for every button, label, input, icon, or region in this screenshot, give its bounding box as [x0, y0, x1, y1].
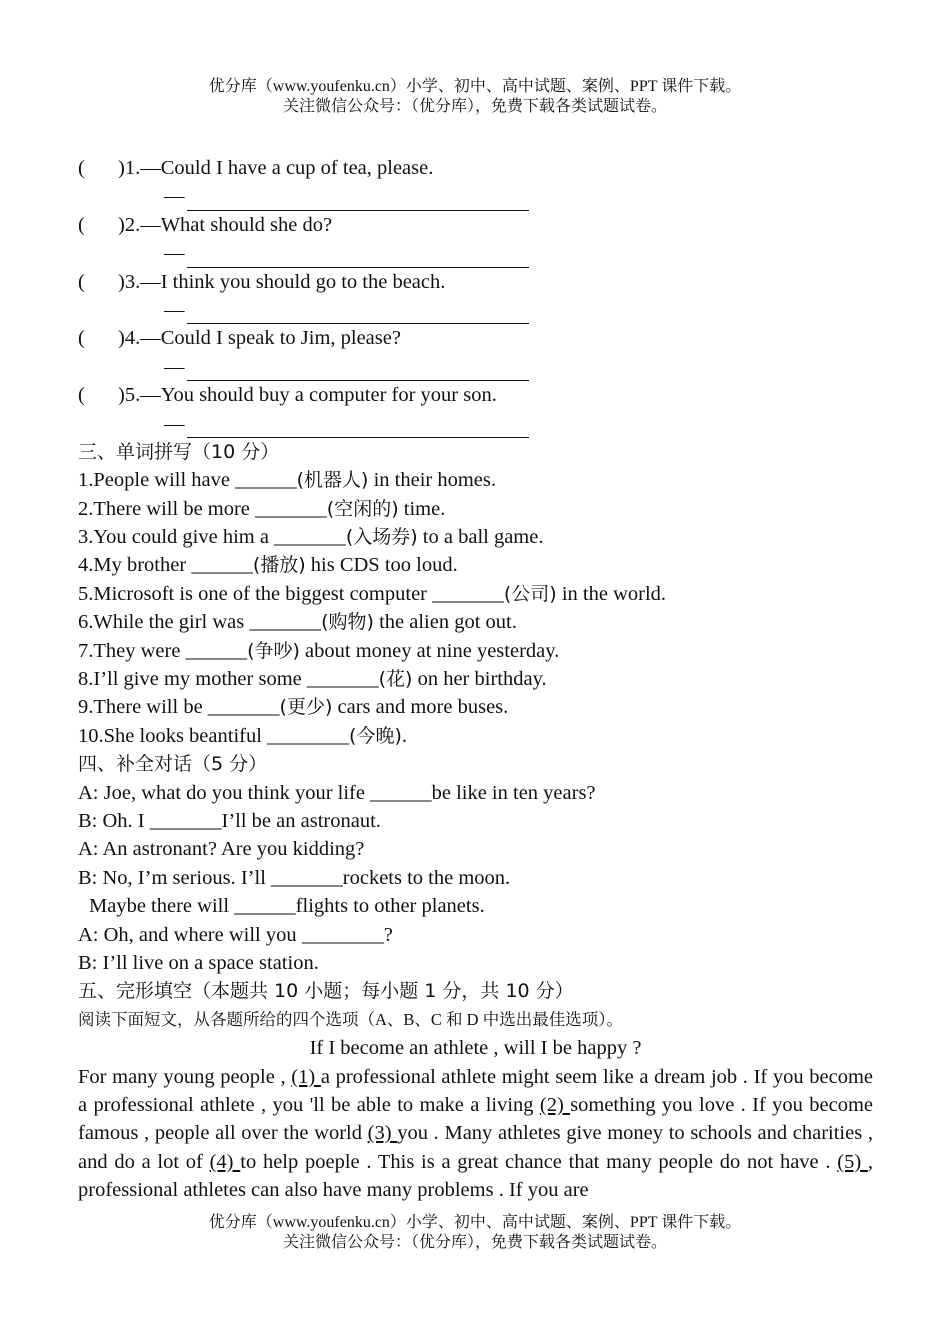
answer-blank[interactable]: [187, 358, 529, 381]
item-text: about money at nine yesterday.: [299, 639, 560, 662]
dialog-completion-list: [78, 779, 873, 978]
worksheet-content: [78, 154, 873, 1205]
fill-blank[interactable]: _______: [255, 497, 327, 520]
chinese-hint: (今晚): [349, 724, 402, 747]
fill-blank[interactable]: _______: [149, 809, 222, 832]
answer-blank[interactable]: [187, 301, 529, 324]
gap-5[interactable]: (5): [837, 1150, 868, 1173]
answer-paren[interactable]: (: [78, 327, 85, 350]
dialog-text: B: No, I’m serious. I’ll: [78, 866, 272, 889]
chinese-hint: (公司): [503, 582, 557, 605]
dialog-text: ?: [383, 923, 393, 946]
spelling-item: [78, 693, 873, 721]
item-text: his CDS too loud.: [305, 554, 458, 577]
answer-blank[interactable]: [187, 415, 529, 438]
dialog-text: be like in ten years?: [431, 781, 596, 804]
question-text: —You should buy a computer for your son.: [140, 384, 497, 407]
chinese-hint: (空闲的): [326, 497, 399, 520]
section-5-title: 五、完形填空（本题共 10 小题；每小题 1 分，共 10 分）: [78, 980, 574, 1003]
word-spelling-list: [78, 466, 873, 750]
answer-line: [78, 182, 873, 210]
answer-paren[interactable]: (: [78, 384, 85, 407]
dialog-text: Maybe there will: [89, 895, 235, 918]
dialog-line: [78, 892, 873, 920]
gap-3[interactable]: (3): [367, 1122, 398, 1145]
spelling-item: [78, 722, 873, 750]
footer-line-2: 关注微信公众号：（优分库），免费下载各类试题试卷。: [282, 1234, 667, 1251]
item-text: cars and more buses.: [332, 696, 509, 719]
dialog-question: [78, 324, 873, 352]
gap-2[interactable]: (2): [539, 1093, 571, 1116]
passage-text: you . Many athletes give money to schools and charities , and do a lot of: [78, 1122, 874, 1173]
item-text: 6.While the girl was: [78, 611, 250, 634]
dialog-text: flights to other planets.: [295, 895, 485, 918]
fill-blank[interactable]: _______: [207, 696, 280, 719]
fill-blank[interactable]: ______: [234, 895, 296, 918]
dialog-line: [78, 864, 873, 892]
header-line-1: 优分库（www.youfenku.cn）小学、初中、高中试题、案例、PPT 课件下载。: [208, 78, 742, 95]
dialog-text: A: An astronant? Are you kidding?: [78, 838, 365, 861]
cloze-passage: [78, 1063, 873, 1205]
footer-line-1: 优分库（www.youfenku.cn）小学、初中、高中试题、案例、PPT 课件下载。: [208, 1214, 742, 1231]
spelling-item: [78, 580, 873, 608]
dialog-question: [78, 154, 873, 182]
answer-paren[interactable]: (: [78, 213, 85, 236]
dialog-text: A: Oh, and where will you: [78, 923, 302, 946]
section-3-title: 三、单词拼写（10 分）: [78, 440, 280, 463]
chinese-hint: (入场券): [345, 526, 418, 549]
item-text: in the world.: [556, 582, 667, 605]
spelling-item: [78, 495, 873, 523]
section-4-title: 四、补全对话（5 分）: [78, 753, 268, 776]
answer-paren[interactable]: (: [78, 157, 85, 179]
answer-blank[interactable]: [187, 188, 529, 211]
item-text: 10.She looks beantiful: [78, 724, 268, 747]
dialog-text: B: I’ll live on a space station.: [78, 951, 319, 974]
item-text: 3.You could give him a: [78, 526, 275, 549]
item-text: on her birthday.: [412, 668, 547, 691]
item-text: 8.I’ll give my mother some: [78, 668, 307, 691]
answer-blank[interactable]: [187, 245, 529, 268]
dialog-text: rockets to the moon.: [342, 866, 511, 889]
dialog-line: [78, 807, 873, 835]
answer-dash: —: [164, 242, 185, 265]
dialog-text: A: Joe, what do you think your life: [78, 781, 371, 804]
fill-blank[interactable]: _______: [271, 866, 343, 889]
question-number: )5.: [118, 384, 141, 407]
question-text: —Could I have a cup of tea, please.: [140, 157, 434, 179]
answer-line: [78, 353, 873, 381]
question-number: )2.: [118, 213, 141, 236]
item-text: time.: [398, 497, 446, 520]
chinese-hint: (机器人): [296, 469, 369, 492]
dialog-line: [78, 835, 873, 863]
item-text: 5.Microsoft is one of the biggest computer: [78, 582, 433, 605]
passage-text: a professional athlete might seem like a dream job . If you become a professional athlete , you 'll be able to make a living: [78, 1065, 874, 1116]
answer-dash: —: [164, 355, 185, 378]
question-number: )1.: [118, 157, 141, 179]
item-text: .: [401, 724, 407, 747]
fill-blank[interactable]: ______: [235, 469, 297, 492]
gap-4[interactable]: (4): [209, 1150, 241, 1173]
dialog-question: [78, 268, 873, 296]
chinese-hint: (争吵): [247, 639, 300, 662]
answer-line: [78, 410, 873, 438]
item-text: 2.There will be more: [78, 497, 256, 520]
question-text: —Could I speak to Jim, please?: [140, 327, 401, 350]
chinese-hint: (花): [378, 668, 413, 691]
fill-blank[interactable]: ______: [370, 781, 432, 804]
fill-blank[interactable]: ______: [191, 554, 253, 577]
spelling-item: [78, 466, 873, 494]
page-header: [0, 77, 950, 117]
question-number: )4.: [118, 327, 141, 350]
passage-text: something you love . If you become famous , people all over the world: [78, 1093, 874, 1145]
question-text: —What should she do?: [140, 213, 333, 236]
spelling-item: [78, 637, 873, 665]
item-text: 9.There will be: [78, 696, 208, 719]
item-text: 7.They were: [78, 639, 186, 662]
fill-blank[interactable]: _______: [274, 526, 346, 549]
chinese-hint: (购物): [321, 611, 374, 634]
question-text: —I think you should go to the beach.: [140, 270, 446, 293]
answer-line: [78, 239, 873, 267]
dialog-question: [78, 381, 873, 409]
dialog-text: B: Oh. I: [78, 809, 150, 832]
dialog-line: [78, 779, 873, 807]
answer-dash: —: [164, 298, 185, 321]
passage-title: If I become an athlete , will I be happy ?: [309, 1037, 642, 1060]
section-5-instruction: 阅读下面短文，从各题所给的四个选项（A、B、C 和 D 中选出最佳选项）。: [78, 1009, 623, 1029]
answer-dash: —: [164, 412, 185, 435]
dialog-question: [78, 211, 873, 239]
spelling-item: [78, 523, 873, 551]
chinese-hint: (播放): [252, 554, 306, 577]
answer-dash: —: [164, 185, 185, 208]
spelling-item: [78, 551, 873, 579]
item-text: 1.People will have: [78, 469, 236, 492]
page-footer: [0, 1213, 950, 1253]
passage-text: to help poeple . This is a great chance that many people do not have .: [240, 1150, 838, 1173]
header-line-2: 关注微信公众号：（优分库），免费下载各类试题试卷。: [282, 98, 667, 115]
fill-blank[interactable]: ________: [267, 724, 350, 747]
item-text: in their homes.: [368, 469, 497, 492]
passage-text: For many young people ,: [78, 1065, 292, 1088]
item-text: the alien got out.: [373, 611, 517, 634]
dialog-line: [78, 921, 873, 949]
answer-paren[interactable]: (: [78, 270, 85, 293]
fill-blank[interactable]: _______: [249, 611, 322, 634]
dialog-question-list: [78, 154, 873, 438]
spelling-item: [78, 665, 873, 693]
gap-1[interactable]: (1): [291, 1065, 321, 1088]
question-number: )3.: [118, 270, 141, 293]
dialog-line: [78, 949, 873, 977]
item-text: to a ball game.: [417, 526, 544, 549]
dialog-text: I’ll be an astronaut.: [221, 809, 381, 832]
fill-blank[interactable]: _______: [306, 668, 379, 691]
chinese-hint: (更少): [279, 696, 333, 719]
passage-text: , professional athletes can also have many problems . If you are: [78, 1150, 874, 1202]
item-text: 4.My brother: [78, 554, 192, 577]
spelling-item: [78, 608, 873, 636]
fill-blank[interactable]: ______: [185, 639, 248, 662]
fill-blank[interactable]: ________: [301, 923, 384, 946]
answer-line: [78, 296, 873, 324]
fill-blank[interactable]: _______: [432, 582, 504, 605]
